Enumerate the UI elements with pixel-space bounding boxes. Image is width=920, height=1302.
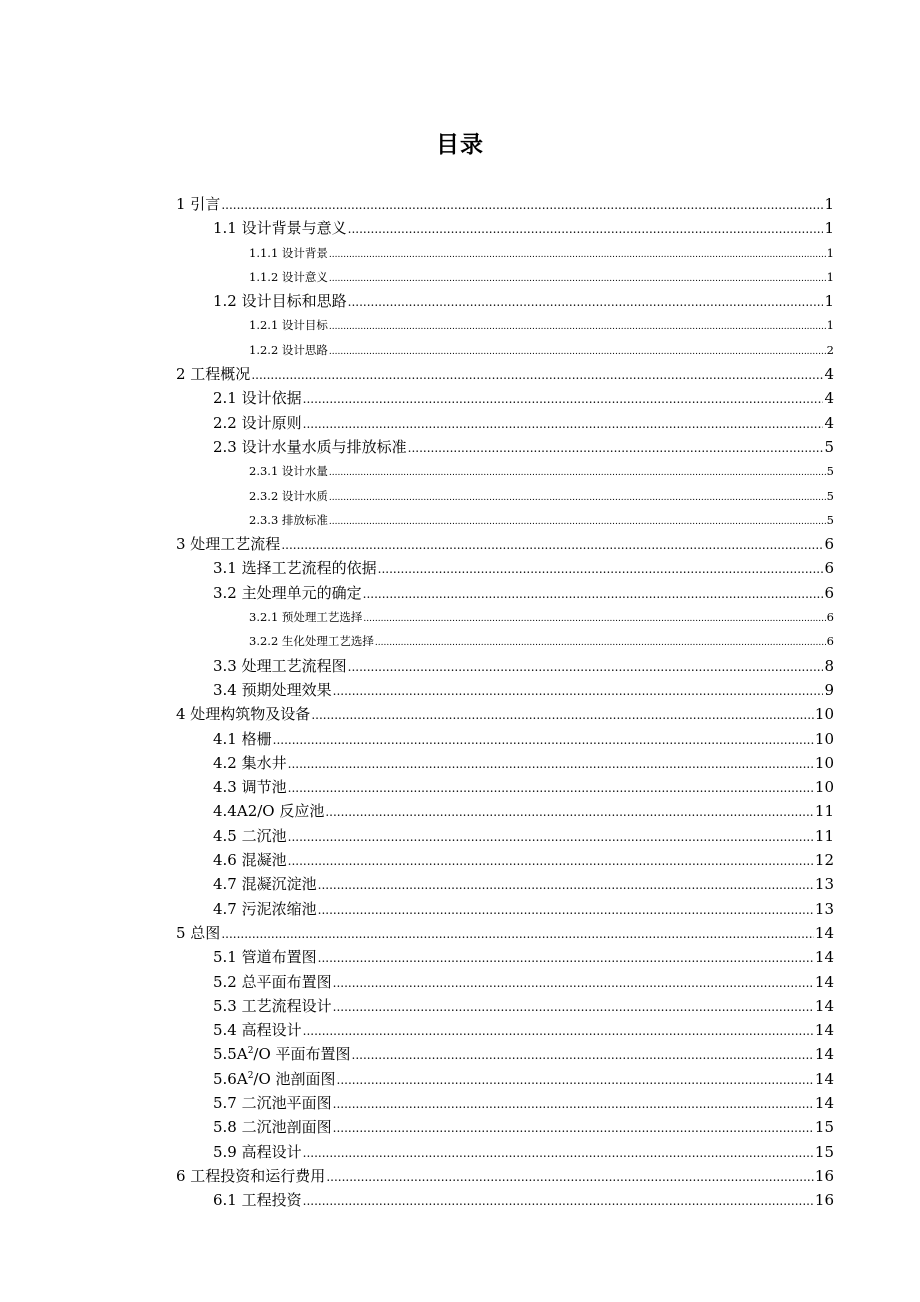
toc-entry-title: 2.1 设计依据 <box>213 389 302 408</box>
toc-entry-title: 6 工程投资和运行费用 <box>176 1166 326 1185</box>
toc-page-number: 4 <box>824 389 834 408</box>
toc-leader-dots <box>251 363 823 387</box>
toc-entry-title-superscript: 2 <box>247 1046 254 1057</box>
toc-leader-dots <box>408 436 824 460</box>
toc-leader-dots <box>303 1019 814 1043</box>
toc-leader-dots <box>333 1116 814 1140</box>
toc-leader-dots <box>329 486 826 510</box>
toc-entry-title: 4.2 集水井 <box>213 753 287 772</box>
toc-page-number: 10 <box>814 729 834 748</box>
toc-page-number: 15 <box>814 1142 834 1161</box>
toc-entry[interactable] <box>176 799 834 823</box>
toc-entry-title: 5.2 总平面布置图 <box>213 972 332 991</box>
toc-entry[interactable] <box>176 411 834 435</box>
toc-page-number: 5 <box>824 437 834 456</box>
toc-leader-dots <box>375 631 826 655</box>
toc-page-number: 14 <box>814 923 834 942</box>
toc-entry-title: 5.1 管道布置图 <box>213 948 317 967</box>
toc-entry-title: 2.3 设计水量水质与排放标准 <box>213 437 407 456</box>
toc-entry[interactable] <box>176 216 834 240</box>
toc-entry[interactable] <box>176 994 834 1018</box>
toc-entry-title: 3.2.2 生化处理工艺选择 <box>249 634 374 649</box>
toc-page-number: 14 <box>814 972 834 991</box>
toc-page-number: 9 <box>824 680 834 699</box>
toc-entry[interactable] <box>176 872 834 896</box>
toc-entry-title: 1.1.2 设计意义 <box>249 269 328 284</box>
toc-leader-dots <box>303 1141 814 1165</box>
toc-page-number: 10 <box>814 753 834 772</box>
toc-entry[interactable] <box>176 654 834 678</box>
toc-page-number: 14 <box>814 1069 834 1088</box>
toc-entry[interactable] <box>176 702 834 726</box>
toc-entry[interactable] <box>176 338 834 362</box>
toc-leader-dots <box>348 655 824 679</box>
toc-entry[interactable] <box>176 775 834 799</box>
toc-page-number: 2 <box>826 342 834 357</box>
toc-entry[interactable] <box>176 824 834 848</box>
toc-leader-dots <box>221 922 814 946</box>
toc-entry[interactable] <box>176 435 834 459</box>
toc-entry-title: 4.6 混凝池 <box>213 851 287 870</box>
toc-leader-dots <box>325 800 814 824</box>
toc-entry[interactable] <box>176 1115 834 1139</box>
toc-entry[interactable] <box>176 605 834 629</box>
toc-entry-title-superscript: 2 <box>247 1070 254 1081</box>
toc-entry[interactable] <box>176 751 834 775</box>
toc-entry[interactable] <box>176 484 834 508</box>
toc-leader-dots <box>333 971 814 995</box>
toc-entry[interactable] <box>176 848 834 872</box>
toc-entry[interactable] <box>176 241 834 265</box>
toc-page-number: 16 <box>814 1166 834 1185</box>
toc-page-number: 10 <box>814 778 834 797</box>
toc-entry[interactable] <box>176 1042 834 1066</box>
toc-entry[interactable] <box>176 386 834 410</box>
toc-entry-title: 3.2.1 预处理工艺选择 <box>249 610 363 625</box>
toc-leader-dots <box>288 825 814 849</box>
toc-entry-title: 6.1 工程投资 <box>213 1191 302 1210</box>
toc-entry[interactable] <box>176 1067 834 1091</box>
toc-page-number: 1 <box>824 219 834 238</box>
toc-entry[interactable] <box>176 459 834 483</box>
toc-entry-title: 3.4 预期处理效果 <box>213 680 332 699</box>
toc-leader-dots <box>348 290 824 314</box>
toc-page-number: 11 <box>814 802 834 821</box>
toc-entry-title: 3.3 处理工艺流程图 <box>213 656 347 675</box>
toc-entry-title <box>213 1042 351 1066</box>
toc-page-number: 14 <box>814 1045 834 1064</box>
toc-page-number: 6 <box>824 559 834 578</box>
toc-page-number: 1 <box>826 269 834 284</box>
toc-entry-title: 4 处理构筑物及设备 <box>176 705 311 724</box>
toc-entry[interactable] <box>176 921 834 945</box>
page-title: 目录 <box>436 132 484 158</box>
toc-entry-title: 5.8 二沉池剖面图 <box>213 1118 332 1137</box>
toc-page-number: 13 <box>814 899 834 918</box>
toc-leader-dots <box>333 1092 814 1116</box>
toc-entry-title: 4.1 格栅 <box>213 729 272 748</box>
toc-entry-title: 1.2.2 设计思路 <box>249 342 328 357</box>
toc-entry-title: 2 工程概况 <box>176 365 251 384</box>
toc-entry[interactable] <box>176 362 834 386</box>
toc-entry[interactable] <box>176 289 834 313</box>
toc-entry-title <box>213 1067 336 1091</box>
toc-page-number: 6 <box>824 535 834 554</box>
toc-entry-title: 1.1 设计背景与意义 <box>213 219 347 238</box>
toc-page-number: 14 <box>814 1093 834 1112</box>
toc-entry-title-suffix: /O 池剖面图 <box>253 1069 336 1088</box>
toc-leader-dots <box>363 582 824 606</box>
toc-page-number: 14 <box>814 948 834 967</box>
toc-page-number: 14 <box>814 996 834 1015</box>
toc-leader-dots <box>378 557 824 581</box>
toc-leader-dots <box>303 387 824 411</box>
toc-entry-title: 1 引言 <box>176 195 221 213</box>
toc-page-number: 6 <box>824 583 834 602</box>
toc-entry-title: 3.2 主处理单元的确定 <box>213 583 362 602</box>
toc-leader-dots <box>288 849 814 873</box>
toc-entry[interactable] <box>176 678 834 702</box>
toc-entry-title-prefix: 5.5A <box>213 1045 248 1064</box>
toc-entry-title: 4.7 污泥浓缩池 <box>213 899 317 918</box>
toc-page-number: 12 <box>814 851 834 870</box>
toc-entry[interactable] <box>176 581 834 605</box>
toc-entry-title-prefix: 5.6A <box>213 1069 248 1088</box>
toc-entry[interactable] <box>176 508 834 532</box>
toc-leader-dots <box>329 461 826 485</box>
toc-leader-dots <box>318 946 814 970</box>
toc-leader-dots <box>329 340 826 364</box>
toc-entry[interactable] <box>176 629 834 653</box>
toc-leader-dots <box>348 217 824 241</box>
toc-page-number: 1 <box>824 195 834 213</box>
toc-page-number: 6 <box>826 634 834 649</box>
toc-page-number: 6 <box>826 610 834 625</box>
toc-leader-dots <box>288 752 814 776</box>
toc-entry-title: 2.3.2 设计水质 <box>249 488 328 503</box>
toc-entry-title: 1.2.1 设计目标 <box>249 318 328 333</box>
toc-entry-title: 4.4A2/O 反应池 <box>213 802 325 821</box>
toc-leader-dots <box>326 1165 814 1189</box>
toc-entry[interactable] <box>176 970 834 994</box>
toc-entry-title: 3.1 选择工艺流程的依据 <box>213 559 377 578</box>
toc-page-number: 10 <box>814 705 834 724</box>
toc-leader-dots <box>333 995 814 1019</box>
toc-leader-dots <box>221 193 823 217</box>
toc-entry[interactable] <box>176 556 834 580</box>
toc-leader-dots <box>288 776 814 800</box>
toc-leader-dots <box>329 315 826 339</box>
toc-entry-title: 2.3.3 排放标准 <box>249 512 328 527</box>
toc-entry-title: 2.3.1 设计水量 <box>249 464 328 479</box>
toc-leader-dots <box>318 898 814 922</box>
toc-page-number: 8 <box>824 656 834 675</box>
toc-entry[interactable] <box>176 192 834 216</box>
toc-entry[interactable] <box>176 1164 834 1188</box>
toc-entry[interactable] <box>176 945 834 969</box>
toc-entry[interactable] <box>176 1188 834 1212</box>
toc-entry-title: 5 总图 <box>176 923 221 942</box>
toc-entry-title: 2.2 设计原则 <box>213 413 302 432</box>
table-of-contents <box>176 192 834 1212</box>
toc-leader-dots <box>303 412 824 436</box>
toc-entry-title: 4.5 二沉池 <box>213 826 287 845</box>
toc-entry-title: 5.3 工艺流程设计 <box>213 996 332 1015</box>
toc-entry[interactable] <box>176 1140 834 1164</box>
toc-entry-title: 5.7 二沉池平面图 <box>213 1093 332 1112</box>
toc-page-number: 5 <box>826 488 834 503</box>
toc-leader-dots <box>318 873 814 897</box>
toc-entry[interactable] <box>176 897 834 921</box>
toc-page-number: 14 <box>814 1021 834 1040</box>
toc-page-number: 1 <box>824 292 834 311</box>
toc-page-number: 1 <box>826 245 834 260</box>
toc-leader-dots <box>337 1068 814 1092</box>
toc-entry-title: 1.2 设计目标和思路 <box>213 292 347 311</box>
toc-leader-dots <box>333 679 824 703</box>
toc-leader-dots <box>273 728 814 752</box>
toc-page-number: 11 <box>814 826 834 845</box>
toc-entry[interactable] <box>176 1018 834 1042</box>
toc-entry-title: 5.9 高程设计 <box>213 1142 302 1161</box>
toc-entry-title: 5.4 高程设计 <box>213 1021 302 1040</box>
toc-leader-dots <box>281 533 823 557</box>
toc-leader-dots <box>352 1043 814 1067</box>
toc-entry[interactable] <box>176 313 834 337</box>
toc-page-number: 5 <box>826 464 834 479</box>
toc-entry-title-suffix: /O 平面布置图 <box>253 1045 351 1064</box>
toc-entry-title: 4.3 调节池 <box>213 778 287 797</box>
toc-entry-title: 3 处理工艺流程 <box>176 535 281 554</box>
toc-leader-dots <box>329 267 826 291</box>
toc-leader-dots <box>363 607 825 631</box>
toc-leader-dots <box>329 510 826 534</box>
toc-page-number: 5 <box>826 512 834 527</box>
toc-leader-dots <box>311 703 814 727</box>
toc-entry[interactable] <box>176 727 834 751</box>
toc-entry[interactable] <box>176 1091 834 1115</box>
toc-page-number: 13 <box>814 875 834 894</box>
toc-page-number: 4 <box>824 413 834 432</box>
toc-entry-title: 1.1.1 设计背景 <box>249 245 328 260</box>
toc-entry[interactable] <box>176 532 834 556</box>
toc-entry-title: 4.7 混凝沉淀池 <box>213 875 317 894</box>
toc-leader-dots <box>329 243 826 267</box>
toc-page-number: 4 <box>824 365 834 384</box>
toc-leader-dots <box>303 1189 814 1213</box>
toc-entry[interactable] <box>176 265 834 289</box>
toc-page-number: 16 <box>814 1191 834 1210</box>
toc-page-number: 1 <box>826 318 834 333</box>
toc-page-number: 15 <box>814 1118 834 1137</box>
